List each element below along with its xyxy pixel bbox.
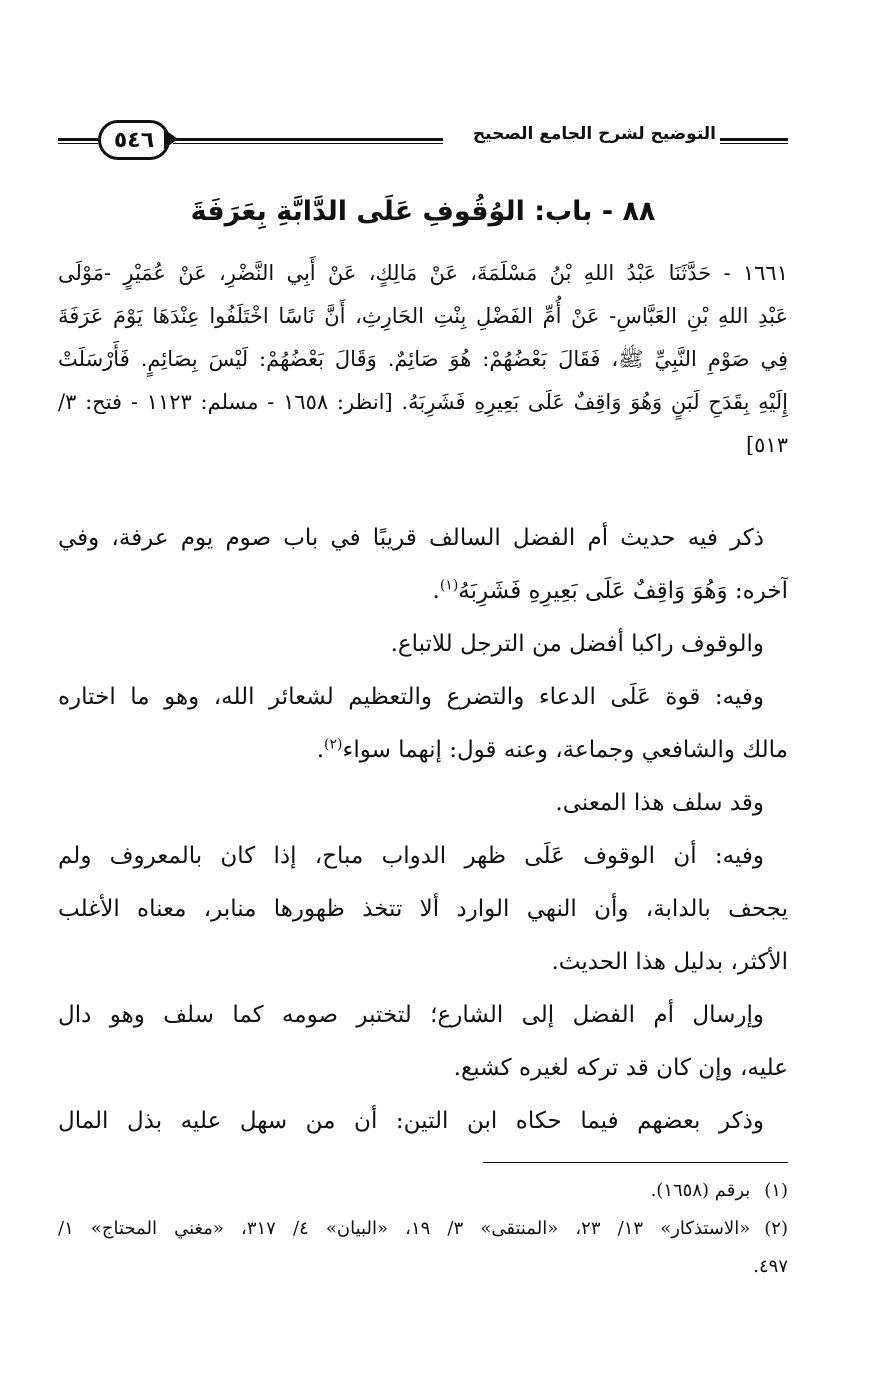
book-page bbox=[58, 112, 788, 1342]
commentary-text: مالك والشافعي وجماعة، وعنه قول: إنهما سواء bbox=[342, 737, 788, 763]
footnote-text: برقم (١٦٥٨). bbox=[650, 1180, 751, 1201]
commentary-line: وذكر بعضهم فيما حكاه ابن التين: أن من سهل عليه بذل المال bbox=[58, 1108, 764, 1134]
footnote-reference[interactable]: (١) bbox=[439, 577, 459, 594]
footnote-number: (١) bbox=[764, 1180, 788, 1201]
hadith-line: ١٦٦١ - حَدَّثَنَا عَبْدُ اللهِ بْنُ مَسْلَمَةَ، عَنْ مَالِكٍ، عَنْ أَبِي النَّضْرِ، عَنْ عُمَيْرٍ -مَوْلَى bbox=[58, 261, 788, 285]
page-number: ٥٤٦ bbox=[113, 127, 155, 153]
commentary-body bbox=[58, 512, 788, 1148]
hadith-line: ٥١٣] bbox=[745, 433, 788, 457]
hadith-line: فِي صَوْمِ النَّبِيِّ ﷺ، فَقَالَ بَعْضُهُمْ: هُوَ صَائِمٌ. وَقَالَ بَعْضُهُمْ: لَيْسَ بِصَائِمٍ. فَأَرْسَلَتْ bbox=[58, 347, 788, 371]
commentary-text: آخره: وَهُوَ وَاقِفٌ عَلَى بَعِيرِهِ فَشَرِبَهُ bbox=[458, 578, 788, 604]
commentary-line bbox=[58, 724, 788, 777]
footnote-number: (٢) bbox=[764, 1218, 788, 1239]
footnote-item bbox=[58, 1172, 788, 1210]
commentary-line: وقد سلف هذا المعنى. bbox=[555, 790, 764, 816]
page-number-frame bbox=[98, 120, 170, 160]
footnotes bbox=[58, 1172, 788, 1286]
header-rule-left bbox=[58, 138, 98, 144]
hadith-line: عَبْدِ اللهِ بْنِ العَبَّاسِ- عَنْ أُمِّ الفَضْلِ بِنْتِ الحَارِثِ، أَنَّ نَاسًا اخْتَلَفُوا عِنْدَهَا يَوْمَ عَرَفَةَ bbox=[58, 304, 788, 328]
footnote-item bbox=[58, 1210, 788, 1248]
commentary-punctuation: . bbox=[316, 737, 325, 763]
book-title: التوضيح لشرح الجامع الصحيح bbox=[472, 124, 716, 144]
footnote-continuation: ٤٩٧. bbox=[753, 1256, 788, 1277]
commentary-line: وفيه: قوة عَلَى الدعاء والتضرع والتعظيم لشعائر الله، وهو ما اختاره bbox=[58, 684, 764, 710]
running-header bbox=[58, 112, 788, 172]
commentary-line: وإرسال أم الفضل إلى الشارع؛ لتختبر صومه كما سلف وهو دال bbox=[58, 1002, 764, 1028]
footnote-reference[interactable]: (٢) bbox=[324, 736, 343, 753]
header-rule-right bbox=[720, 138, 788, 144]
footnote-separator bbox=[483, 1162, 788, 1163]
commentary-line: يجحف بالدابة، وأن النهي الوارد ألا تتخذ ظهورها منابر، معناه الأغلب bbox=[58, 896, 788, 922]
commentary-line: والوقوف راكبا أفضل من الترجل للاتباع. bbox=[390, 631, 764, 657]
hadith-text bbox=[58, 252, 788, 467]
commentary-line: ذكر فيه حديث أم الفضل السالف قريبًا في باب صوم يوم عرفة، وفي bbox=[58, 525, 764, 551]
hadith-line: إِلَيْهِ بِقَدَحِ لَبَنٍ وَهُوَ وَاقِفٌ عَلَى بَعِيرِهِ فَشَرِبَهُ. [انظر: ١٦٥٨ - مسلم: ١١٢٣ - فتح: ٣/ bbox=[58, 390, 788, 414]
commentary-line: وفيه: أن الوقوف عَلَى ظهر الدواب مباح، إذا كان بالمعروف ولم bbox=[58, 843, 764, 869]
commentary-line: عليه، وإن كان قد تركه لغيره كشبع. bbox=[453, 1055, 788, 1081]
chapter-heading: ٨٨ - باب: الوُقُوفِ عَلَى الدَّابَّةِ بِعَرَفَةَ bbox=[190, 196, 656, 227]
commentary-line: الأكثر، بدليل هذا الحديث. bbox=[551, 949, 788, 975]
commentary-punctuation: . bbox=[432, 578, 440, 604]
page-number-arrow-icon bbox=[164, 129, 178, 149]
footnote-text: «الاستذكار» ١٣/ ٢٣، «المنتقى» ٣/ ١٩، «البيان» ٤/ ٣١٧، «مغني المحتاج» ١/ bbox=[58, 1218, 751, 1239]
header-rule-middle bbox=[173, 138, 443, 144]
commentary-line bbox=[58, 565, 788, 618]
